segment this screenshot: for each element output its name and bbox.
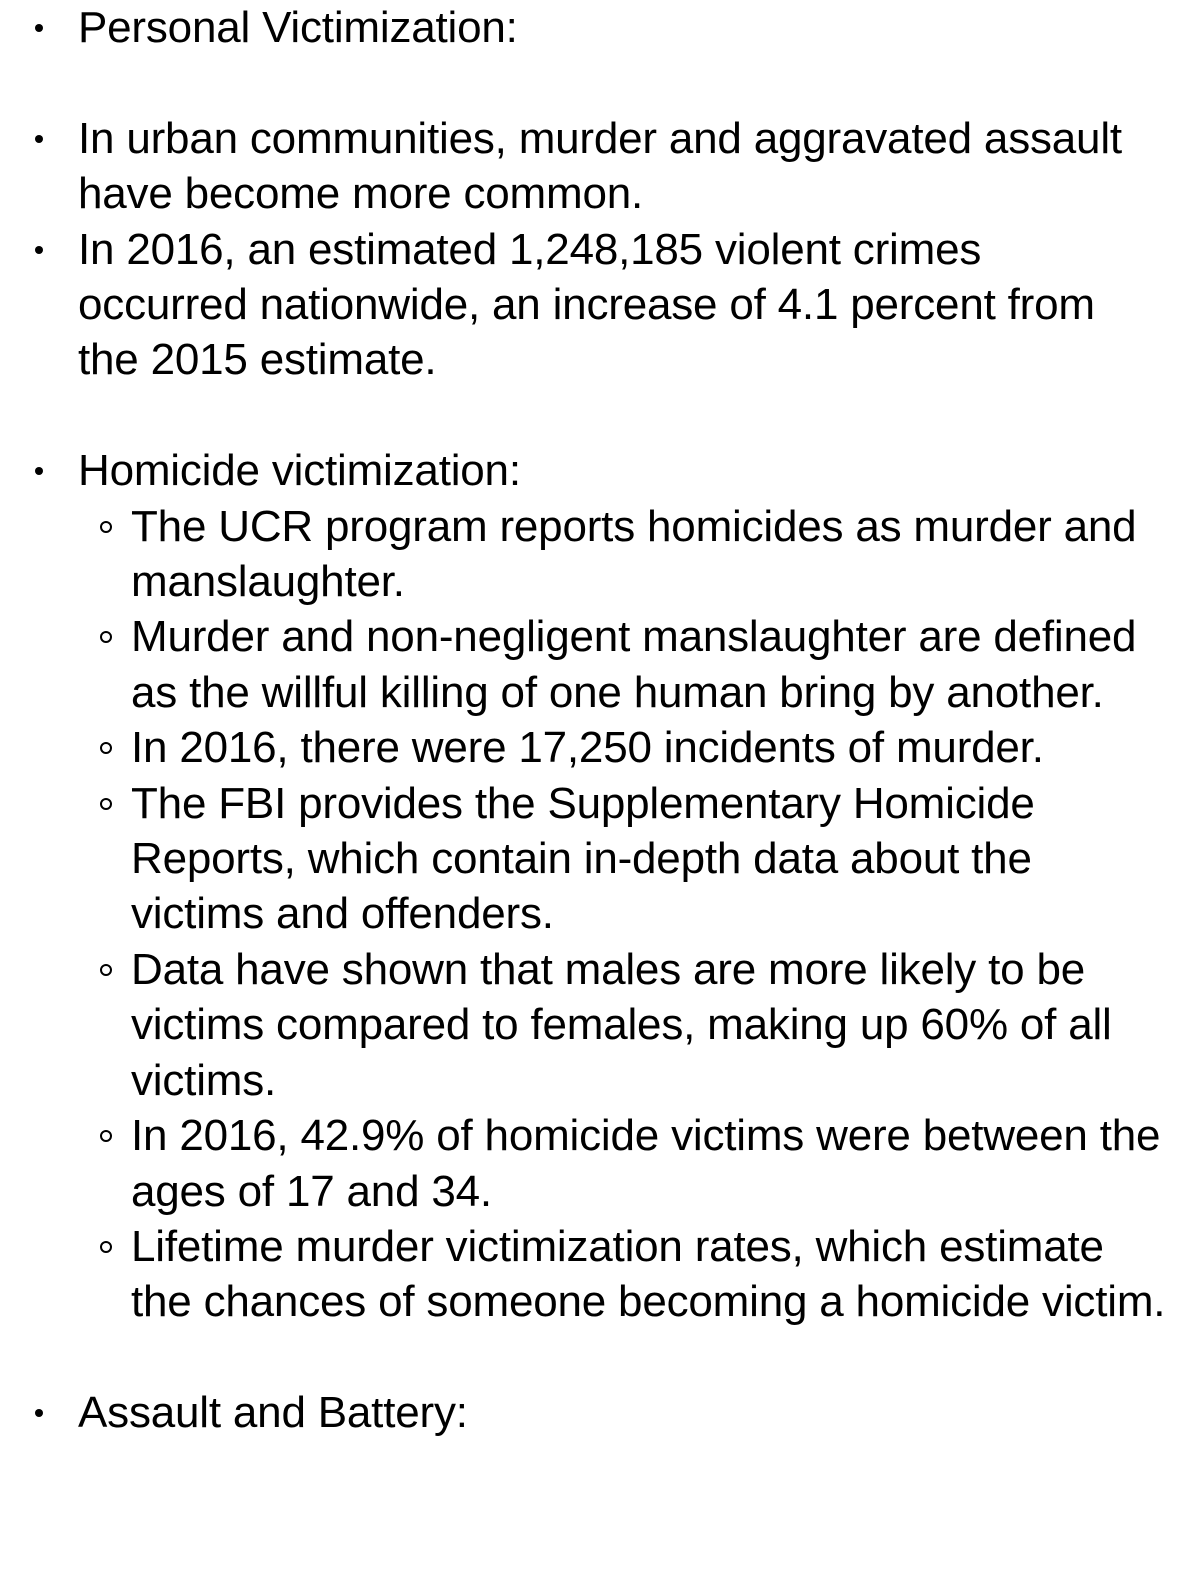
sub-bullet-text: Data have shown that males are more likely to be victims compared to females, making up 60% of all victims. (131, 944, 1112, 1105)
sub-bullet-text: In 2016, 42.9% of homicide victims were between the ages of 17 and 34. (131, 1111, 1161, 1216)
sub-bullet-item-fbi-shr (0, 776, 1171, 942)
bullet-text: In 2016, an estimated 1,248,185 violent crimes occurred nationwide, an increase of 4.1 percent from the 2015 estimate. (78, 224, 1095, 385)
bullet-item-homicide-victimization (0, 443, 1138, 498)
spacer (0, 55, 1200, 110)
spacer (0, 388, 1200, 443)
bullet-text: Assault and Battery: (78, 1388, 468, 1438)
sub-bullet-text: The FBI provides the Supplementary Homicide Reports, which contain in-depth data about the victims and offenders. (131, 778, 1035, 939)
sub-bullet-item-male-victims (0, 942, 1171, 1108)
sub-bullet-item-murder-definition (0, 609, 1171, 720)
sub-bullet-text: Murder and non-negligent manslaughter are defined as the willful killing of one human bring by another. (131, 612, 1137, 717)
sub-bullet-item-murder-incidents-2016 (0, 720, 1171, 775)
sub-bullet-item-victim-ages (0, 1108, 1171, 1219)
bullet-item-personal-victimization (0, 0, 1138, 55)
sub-bullet-item-lifetime-rates (0, 1219, 1171, 1330)
bullet-text: In urban communities, murder and aggravated assault have become more common. (78, 113, 1122, 219)
bullet-item-violent-crimes-2016 (0, 222, 1138, 388)
spacer (0, 1330, 1200, 1385)
bullet-item-urban-communities (0, 111, 1138, 222)
sub-bullet-text: Lifetime murder victimization rates, which estimate the chances of someone becoming a homicide victim. (131, 1221, 1166, 1327)
sub-bullet-text: The UCR program reports homicides as murder and manslaughter. (131, 501, 1137, 607)
sub-bullet-item-ucr-program (0, 499, 1171, 610)
bullet-text: Homicide victimization: (78, 446, 521, 496)
bullet-item-assault-battery (0, 1385, 1138, 1440)
bullet-text: Personal Victimization: (78, 3, 518, 52)
sub-bullet-text: In 2016, there were 17,250 incidents of murder. (131, 723, 1044, 773)
